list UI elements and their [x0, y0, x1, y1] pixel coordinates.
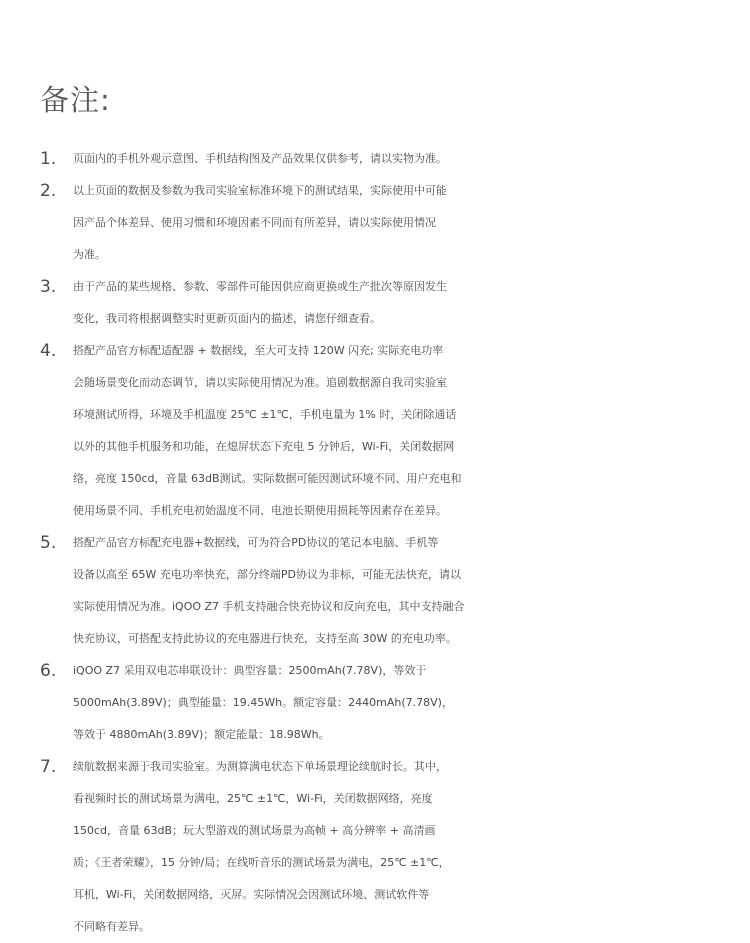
- note-text-line: 使用场景不同、手机充电初始温度不同、电池长期使用损耗等因素存在差异。: [73, 504, 447, 517]
- note-text: [73, 751, 750, 943]
- note-item: [0, 335, 750, 527]
- note-text-line: 质；《王者荣耀》，15 分钟/局；在线听音乐的测试场景为满电，25℃ ±1℃，: [73, 856, 450, 869]
- note-text-line: 等效于 4880mAh(3.89V)；额定能量：18.98Wh。: [73, 728, 330, 741]
- note-text-line: iQOO Z7 采用双电芯串联设计：典型容量：2500mAh(7.78V)，等效于: [73, 664, 427, 677]
- notes-list: [0, 143, 750, 943]
- note-number: 5.: [40, 533, 57, 553]
- note-number: 4.: [40, 341, 57, 361]
- note-text-line: 由于产品的某些规格、参数、零部件可能因供应商更换或生产批次等原因发生: [73, 280, 447, 293]
- note-number: 2.: [40, 181, 57, 201]
- note-text-line: 为准。: [73, 248, 106, 261]
- note-number: 6.: [40, 661, 57, 681]
- note-text-line: 搭配产品官方标配适配器 + 数据线，至大可支持 120W 闪充; 实际充电功率: [73, 344, 444, 357]
- note-text-line: 环境测试所得，环境及手机温度 25℃ ±1℃，手机电量为 1% 时，关闭除通话: [73, 408, 457, 421]
- note-text: [73, 271, 750, 335]
- note-item: [0, 527, 750, 655]
- note-item: [0, 143, 750, 175]
- note-number: 3.: [40, 277, 57, 297]
- note-text-line: 5000mAh(3.89V)；典型能量：19.45Wh。额定容量：2440mAh(7.78V)，: [73, 696, 453, 709]
- note-text-line: 因产品个体差异、使用习惯和环境因素不同而有所差异，请以实际使用情况: [73, 216, 436, 229]
- note-text: [73, 655, 750, 751]
- note-text-line: 实际使用情况为准。iQOO Z7 手机支持融合快充协议和反向充电，其中支持融合: [73, 600, 465, 613]
- note-number: 1.: [40, 149, 57, 169]
- note-text-line: 设备以高至 65W 充电功率快充，部分终端PD协议为非标，可能无法快充，请以: [73, 568, 461, 581]
- note-text: [73, 335, 750, 527]
- note-text: [73, 175, 750, 271]
- note-text-line: 快充协议，可搭配支持此协议的充电器进行快充，支持至高 30W 的充电功率。: [73, 632, 457, 645]
- note-text-line: 搭配产品官方标配充电器+数据线，可为符合PD协议的笔记本电脑、手机等: [73, 536, 439, 549]
- note-text-line: 页面内的手机外观示意图、手机结构图及产品效果仅供参考，请以实物为准。: [73, 152, 447, 165]
- note-text: [73, 143, 750, 175]
- note-text-line: 不同略有差异。: [73, 920, 150, 933]
- note-text-line: 络，亮度 150cd，音量 63dB测试。实际数据可能因测试环境不同、用户充电和: [73, 472, 462, 485]
- note-number: 7.: [40, 757, 57, 777]
- notes-title: 备注:: [40, 83, 111, 117]
- note-text-line: 会随场景变化而动态调节，请以实际使用情况为准。追剧数据源自我司实验室: [73, 376, 447, 389]
- note-text-line: 耳机，Wi-Fi，关闭数据网络，灭屏。实际情况会因测试环境、测试软件等: [73, 888, 430, 901]
- note-text-line: 变化，我司将根据调整实时更新页面内的描述，请您仔细查看。: [73, 312, 381, 325]
- note-text-line: 看视频时长的测试场景为满电，25℃ ±1℃，Wi-Fi，关闭数据网络，亮度: [73, 792, 433, 805]
- note-text-line: 150cd，音量 63dB；玩大型游戏的测试场景为高帧 + 高分辨率 + 高清画: [73, 824, 436, 837]
- note-item: [0, 655, 750, 751]
- note-item: [0, 175, 750, 271]
- note-item: [0, 271, 750, 335]
- note-text-line: 以上页面的数据及参数为我司实验室标准环境下的测试结果，实际使用中可能: [73, 184, 447, 197]
- note-item: [0, 751, 750, 943]
- note-text: [73, 527, 750, 655]
- note-text-line: 续航数据来源于我司实验室。为测算满电状态下单场景理论续航时长。其中，: [73, 760, 447, 773]
- note-text-line: 以外的其他手机服务和功能，在熄屏状态下充电 5 分钟后，Wi-Fi，关闭数据网: [73, 440, 455, 453]
